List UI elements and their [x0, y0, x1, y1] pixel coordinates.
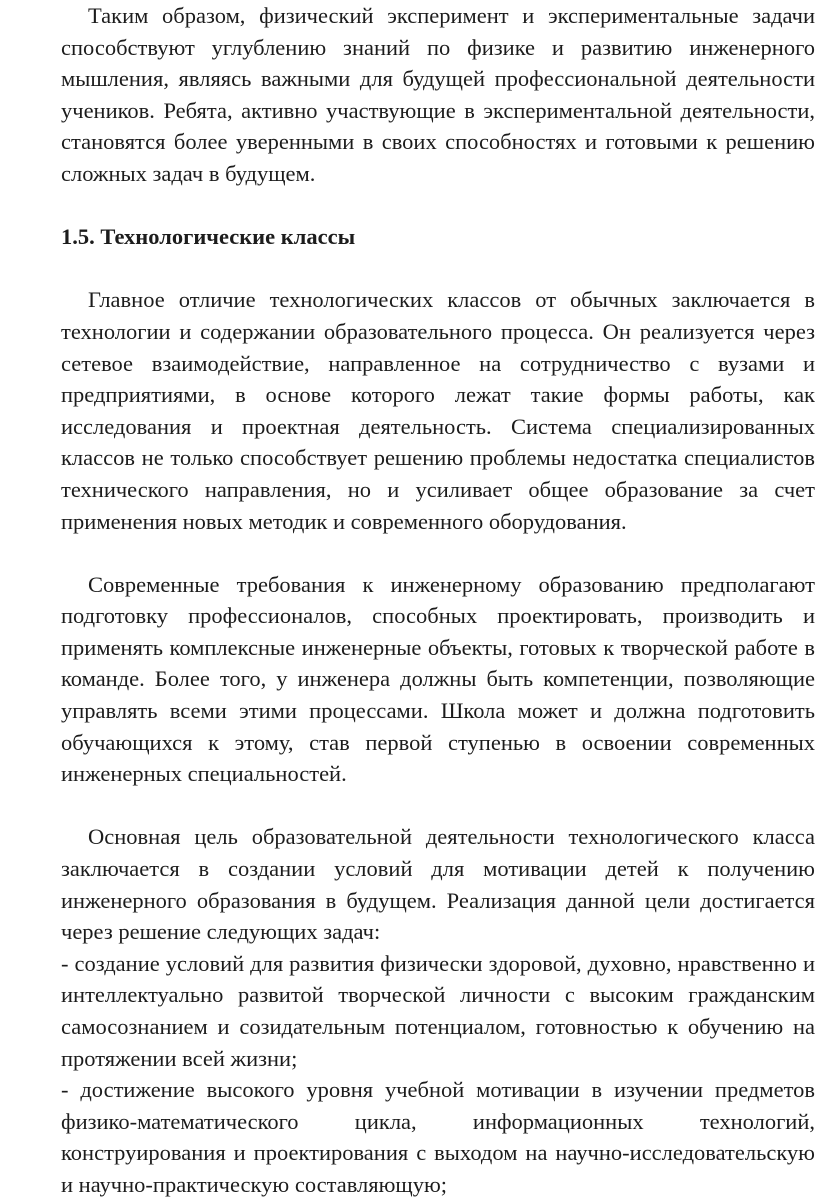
task-item: - достижение высокого уровня учебной мотивации в изучении предметов физико-математического цикла, информационных технологий, конструирования и проектирования с выходом на научно-исследовательскую и научно-практическую составляющую;	[61, 1077, 815, 1197]
spacer	[61, 190, 815, 222]
section-heading: 1.5. Технологические классы	[61, 224, 356, 250]
spacer	[61, 790, 815, 822]
paragraph-intro: Таким образом, физический эксперимент и экспериментальные задачи способствуют углублению знаний по физике и развитию инженерного мышления, являясь важными для будущей профессиональной деятельности учеников. Ребята, активно участвующие в экспериментальной деятельности, становятся более уверенными в своих способностях и готовыми к решению сложных задач в будущем.	[61, 3, 815, 186]
paragraph-requirements: Современные требования к инженерному образованию предполагают подготовку профессионалов, способных проектировать, производить и применять комплексные инженерные объекты, готовых к творческой работе в команде. Более того, у инженера должны быть компетенции, позволяющие управлять всеми этими процессами. Школа может и должна подготовить обучающихся к этому, став первой ступенью в освоении современных инженерных специальностей.	[61, 571, 815, 787]
paragraph-goal: Основная цель образовательной деятельности технологического класса заключается в создании условий для мотивации детей к получению инженерного образования в будущем. Реализация данной цели достигается через решение следующих задач:	[61, 824, 815, 945]
paragraph-main-difference: Главное отличие технологических классов от обычных заключается в технологии и содержании образовательного процесса. Он реализуется через сетевое взаимодействие, направленное на сотрудничество с вузами и предприятиями, в основе которого лежат такие формы работы, как исследования и проектная деятельность. Система специализированных классов не только способствует решению проблемы недостатка специалистов технического направления, но и усиливает общее образование за счет применения новых методик и современного оборудования.	[61, 287, 815, 534]
task-item: - создание условий для развития физически здоровой, духовно, нравственно и интеллектуально развитой творческой личности с высоким гражданским самосознанием и созидательным потенциалом, готовностью к обучению на протяжении всей жизни;	[61, 950, 815, 1071]
spacer	[61, 537, 815, 569]
document-page	[61, 0, 815, 1201]
spacer	[61, 253, 815, 285]
task-list	[61, 948, 815, 1201]
